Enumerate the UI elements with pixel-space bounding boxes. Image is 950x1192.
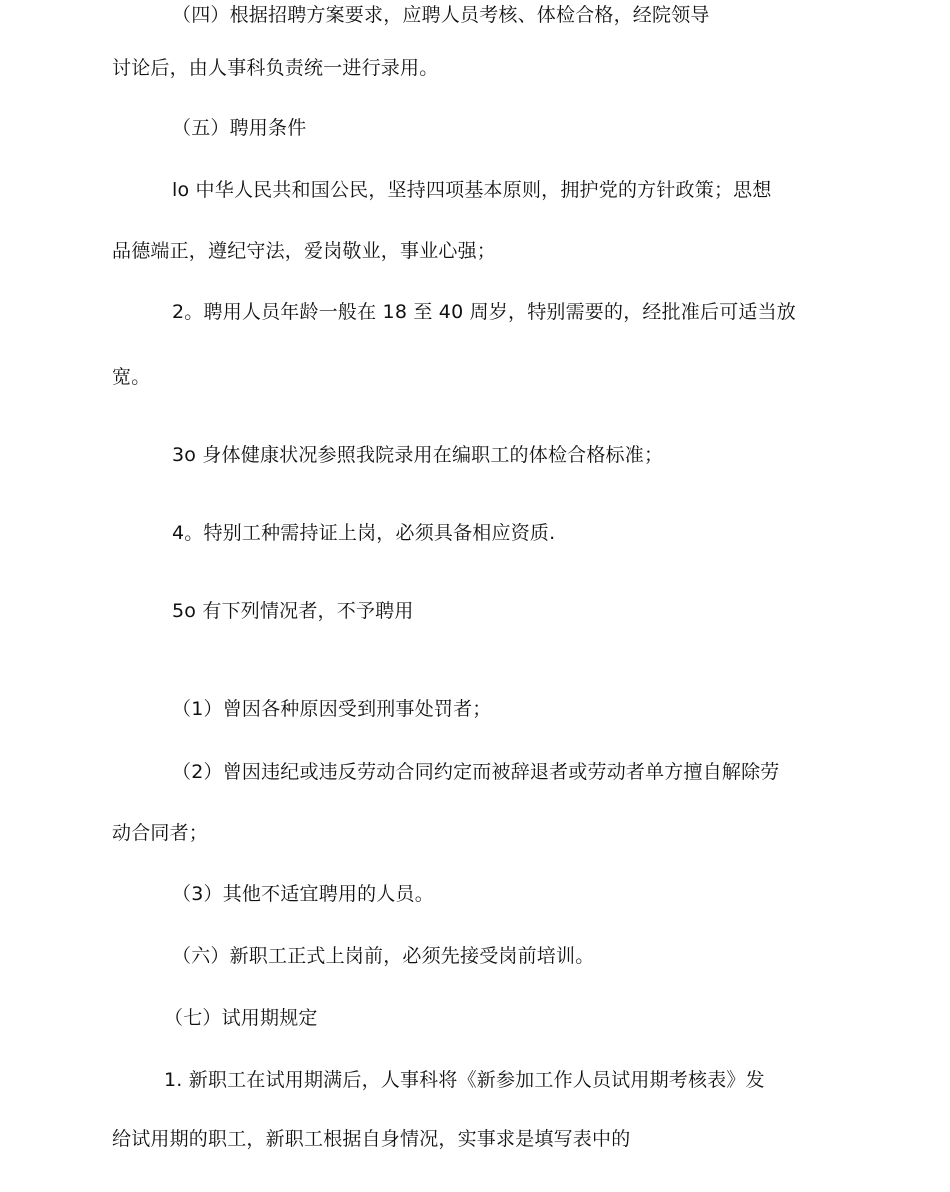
section-heading-7-probation: （七）试用期规定: [164, 1007, 318, 1029]
condition-4: 4。特别工种需持证上岗，必须具备相应资质.: [172, 522, 556, 544]
probation-rule-1-continuation: 给试用期的职工，新职工根据自身情况，实事求是填写表中的: [112, 1128, 631, 1150]
condition-1: lo 中华人民共和国公民，坚持四项基本原则，拥护党的方针政策；思想: [172, 179, 772, 201]
probation-rule-1: 1. 新职工在试用期满后，人事科将《新参加工作人员试用期考核表》发: [164, 1069, 765, 1091]
condition-2: 2。聘用人员年龄一般在 18 至 40 周岁，特别需要的，经批准后可适当放: [172, 301, 797, 323]
condition-2-continuation: 宽。: [112, 366, 151, 388]
exclusion-2: （2）曾因违纪或违反劳动合同约定而被辞退者或劳动者单方擅自解除劳: [172, 761, 780, 783]
section-heading-5-conditions: （五）聘用条件: [172, 117, 307, 139]
paragraph-4-continuation: 讨论后，由人事科负责统一进行录用。: [112, 57, 439, 79]
condition-5: 5o 有下列情况者，不予聘用: [172, 600, 414, 622]
condition-1-continuation: 品德端正，遵纪守法，爱岗敬业，事业心强；: [112, 240, 497, 262]
exclusion-1: （1）曾因各种原因受到刑事处罚者；: [172, 698, 492, 720]
paragraph-4-hiring-approval: （四）根据招聘方案要求，应聘人员考核、体检合格，经院领导: [172, 4, 710, 26]
section-heading-6-training: （六）新职工正式上岗前，必须先接受岗前培训。: [172, 945, 595, 967]
condition-3: 3o 身体健康状况参照我院录用在编职工的体检合格标准；: [172, 444, 664, 466]
exclusion-2-continuation: 动合同者；: [112, 822, 209, 844]
exclusion-3: （3）其他不适宜聘用的人员。: [172, 883, 434, 905]
